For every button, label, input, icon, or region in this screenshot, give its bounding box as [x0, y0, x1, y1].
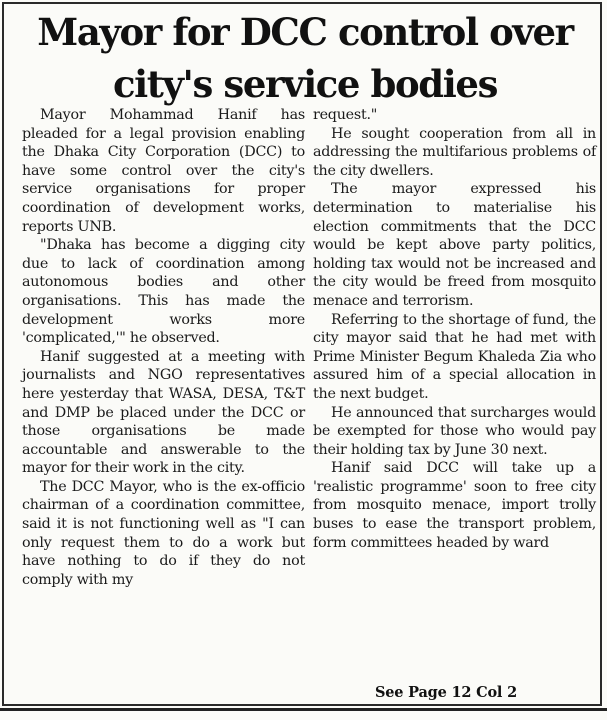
paragraph: Referring to the shortage of fund, the city mayor said that he had met with Prime Minister Begum Khaleda Zia who assured him of a special allocation in the next budget.: [313, 311, 596, 402]
continuation-line: request.": [313, 107, 378, 123]
left-column: [22, 106, 305, 589]
paragraph: Mayor Mohammad Hanif has pleaded for a legal provision enabling the Dhaka City Corporation (DCC) to have some control over the city's service organisations for proper coordination of development works, reports UNB.: [22, 107, 305, 235]
paragraph: The DCC Mayor, who is the ex-officio chairman of a coordination committee, said it is not functioning well as "I can only request them to do a work but have nothing to do if they do not comply with my: [22, 478, 305, 588]
bottom-divider: [0, 708, 607, 711]
right-column: [313, 106, 596, 552]
paragraph: He announced that surcharges would be exempted for those who would pay their holding tax by June 30 next.: [313, 404, 596, 458]
headline: Mayor for DCC control over city's service bodies: [37, 10, 573, 106]
paragraph: Hanif suggested at a meeting with journalists and NGO representatives here yesterday that WASA, DESA, T&T and DMP be placed under the DCC or those organisations be made accountable and answerable to the mayor for their work in the city.: [22, 348, 305, 477]
continued-on-page-line: See Page 12 Col 2: [375, 684, 517, 701]
paragraph: "Dhaka has become a digging city due to lack of coordination among autonomous bodies and other organisations. This has made the development works more 'complicated,'" he observed.: [22, 237, 305, 347]
paragraph: Hanif said DCC will take up a 'realistic programme' soon to free city from mosquito menace, import trolly buses to ease the transport problem, form committees headed by ward: [313, 460, 596, 551]
paragraph: He sought cooperation from all in addressing the multifarious problems of the city dwellers.: [313, 125, 596, 179]
paragraph: The mayor expressed his determination to materialise his election commitments that the DCC would be kept above party politics, holding tax would not be increased and the city would be freed from mosquito menace and terrorism.: [313, 181, 596, 309]
